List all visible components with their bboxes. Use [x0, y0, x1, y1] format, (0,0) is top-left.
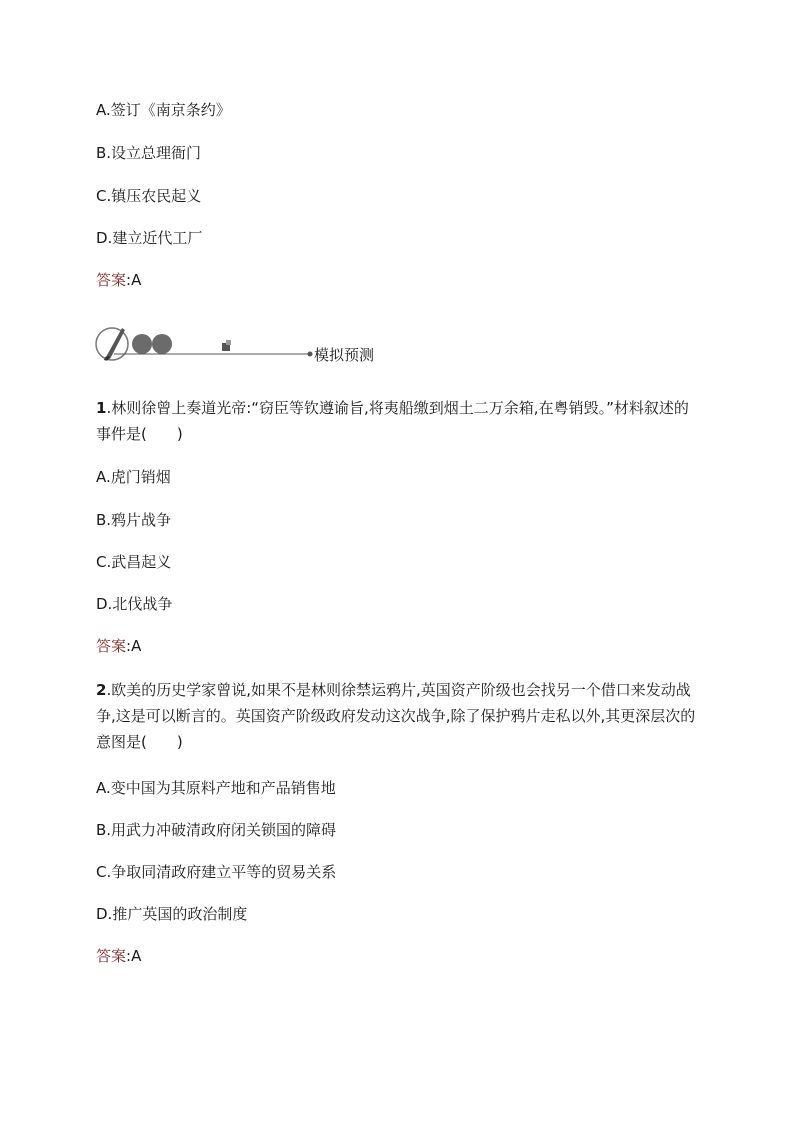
question-number: 1	[96, 399, 107, 417]
answer-label: 答案	[96, 637, 127, 655]
answer-value: :A	[126, 637, 142, 655]
question-2-stem	[96, 677, 696, 755]
q1-option-c: C.武昌起义	[96, 553, 172, 571]
question-text: .林则徐曾上奏道光帝:“窃臣等钦遵谕旨,将夷船缴到烟土二万余箱,在粤销毁。”材料叙述的事件是( )	[96, 399, 689, 443]
q1-option-a: A.虎门销烟	[96, 468, 171, 486]
prev-option-c: C.镇压农民起义	[96, 187, 202, 205]
dot-icon	[152, 334, 172, 354]
prev-option-b: B.设立总理衙门	[96, 144, 202, 162]
question-number: 2	[96, 681, 107, 699]
q2-option-b: B.用武力冲破清政府闭关锁国的障碍	[96, 821, 337, 839]
answer-label: 答案	[96, 271, 127, 289]
line-end-dot-icon	[308, 352, 313, 357]
prev-option-a: A.签订《南京条约》	[96, 101, 231, 119]
answer-label: 答案	[96, 947, 127, 965]
dot-icon	[132, 334, 152, 354]
q2-option-a: A.变中国为其原料产地和产品销售地	[96, 779, 336, 797]
q1-answer	[96, 636, 141, 656]
answer-value: :A	[126, 271, 142, 289]
q1-option-d: D.北伐战争	[96, 595, 173, 613]
prev-answer	[96, 270, 141, 290]
question-text: .欧美的历史学家曾说,如果不是林则徐禁运鸦片,英国资产阶级也会找另一个借口来发动战争,这是可以断言的。英国资产阶级政府发动这次战争,除了保护鸦片走私以外,其更深层次的意图是( )	[96, 681, 696, 751]
q1-option-b: B.鸦片战争	[96, 511, 172, 529]
q2-option-c: C.争取同清政府建立平等的贸易关系	[96, 863, 337, 881]
answer-value: :A	[126, 947, 142, 965]
question-1-stem	[96, 395, 696, 447]
q2-option-d: D.推广英国的政治制度	[96, 905, 248, 923]
q2-answer	[96, 946, 141, 966]
section-title: 模拟预测	[314, 346, 375, 364]
prev-option-d: D.建立近代工厂	[96, 229, 203, 247]
